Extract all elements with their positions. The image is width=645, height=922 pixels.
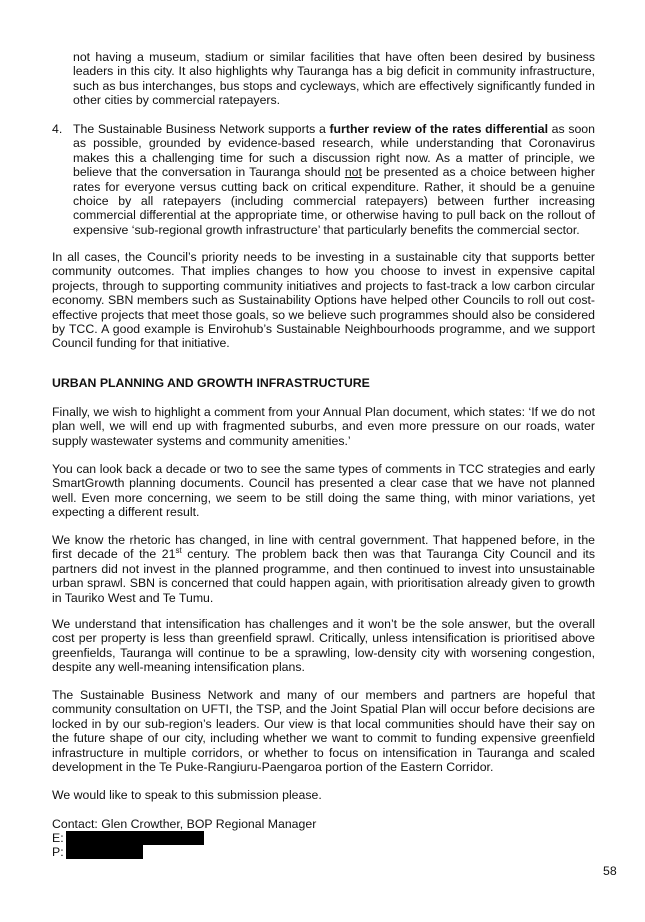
paragraph-look-back: You can look back a decade or two to see the same types of comments in TCC strategies and early SmartGrowth planning documents. Council has presented a clear case that we have not planned well. Even more concerning, we seem to be still doing the same thing, with minor variations, yet expecting a different result. — [52, 462, 595, 520]
paragraph-council-priority: In all cases, the Council’s priority needs to be investing in a sustainable city that supports better community outcomes. That implies changes to how you choose to invest in expensive capital projects, through to supporting community initiatives and projects to fast-track a low carbon circular economy. SBN members such as Sustainability Options have helped other Councils to roll out cost-effective projects that meet those goals, so we believe such programmes should also be considered by TCC. A good example is Envirohub’s Sustainable Neighbourhoods programme, and we support Council funding for that initiative. — [52, 250, 595, 351]
paragraph-intensification: We understand that intensification has challenges and it won’t be the sole answer, but the overall cost per property is less than greenfield sprawl. Critically, unless intensification is prioritised above greenfields, Tauranga will continue to be a sprawling, low-density city with worsening congestion, despite any well-meaning intensification plans. — [52, 617, 595, 675]
page-number: 58 — [603, 864, 617, 878]
superscript-st: st — [175, 546, 182, 556]
paragraph-rhetoric-text-2: century. The problem back then was that Tauranga City Council and its partners did not invest in the planned programme, and then continued to invest into unsustainable urban sprawl. SBN is concerned that could happen again, with prioritisation already given to growth in Tauriko West and Te Tumu. — [52, 547, 595, 605]
section-heading: URBAN PLANNING AND GROWTH INFRASTRUCTURE — [52, 376, 370, 390]
email-label: E: — [52, 831, 64, 845]
contact-line: Contact: Glen Crowther, BOP Regional Manager — [52, 817, 317, 831]
list-item-bold-text: further review of the rates differential — [329, 122, 548, 136]
list-item-text-2: as soon as possible, grounded by evidence-based research, while understanding that Coronavirus makes this a challenging time for such a discussion right now. As a matter of principle, we believe that the conversation in Tauranga should — [73, 122, 595, 180]
paragraph-rhetoric-text-1: We know the rhetoric has changed, in line with central government. That happened before, in the first decade of the 21 — [52, 533, 595, 562]
paragraph-speak: We would like to speak to this submission please. — [52, 788, 322, 802]
list-item-text-3: be presented as a choice between higher rates for everyone versus cutting back on critical expenditure. Rather, it should be a genuine choice by all ratepayers (including commercial ratepayers) between further increasing commercial differential at the appropriate time, or otherwise having to pull back on the rollout of expensive ‘sub-regional growth infrastructure’ that particularly benefits the commercial sector. — [73, 165, 595, 237]
phone-label: P: — [52, 845, 64, 859]
redacted-email-block — [66, 831, 204, 845]
paragraph-rhetoric — [52, 533, 595, 605]
paragraph-annual-plan: Finally, we wish to highlight a comment from your Annual Plan document, which states: ‘If we do not plan well, we will end up with fragmented suburbs, and even more pressure on our roads, water supply wastewater systems and community amenities.’ — [52, 405, 595, 448]
list-item-number: 4. — [52, 122, 63, 136]
paragraph-consultation: The Sustainable Business Network and many of our members and partners are hopeful that community consultation on UFTI, the TSP, and the Joint Spatial Plan will occur before decisions are locked in by our sub-region’s leaders. Our view is that local communities should have their say on the future shape of our city, including whether we want to commit to funding expensive greenfield infrastructure in multiple corridors, or whether to focus on intensification in Tauranga and scaled development in the Te Puke-Rangiuru-Paengaroa portion of the Eastern Corridor. — [52, 688, 595, 775]
redacted-phone-block — [66, 845, 143, 859]
continuation-paragraph: not having a museum, stadium or similar facilities that have often been desired by business leaders in this city. It also highlights why Tauranga has a big deficit in community infrastructure, such as bus interchanges, bus stops and cycleways, which are effectively significantly funded in other cities by commercial ratepayers. — [73, 50, 595, 108]
list-item-text-1: The Sustainable Business Network supports a — [73, 122, 330, 136]
list-item-underlined-text: not — [344, 165, 362, 180]
list-item-4 — [73, 122, 595, 237]
